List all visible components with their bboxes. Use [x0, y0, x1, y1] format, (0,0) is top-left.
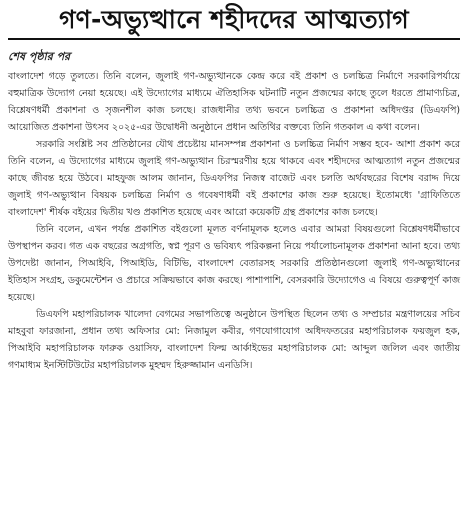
article-body — [8, 68, 460, 374]
continued-from-label: শেষ পৃষ্ঠার পর — [8, 50, 71, 63]
article-paragraph-3: তিনি বলেন, এখন পর্যন্ত প্রকাশিত বইগুলো মূলত বর্ণনামূলক হলেও এবার আমরা বিষয়গুলো বিশ্লেষণধর্মীভাবে উপস্থাপন করব। গত এক বছরের অগ্রগতি, স্বপ্ন পূরণ ও ভবিষ্যৎ পরিকল্পনা নিয়ে পর্যালোচনামূলক প্রকাশনা আনা হবে। তথ্য উপদেষ্টা জানান, পিআইবি, পিআইডি, বিটিভি, বাংলাদেশ বেতারসহ সরকারি প্রতিষ্ঠানগুলো জুলাই গণ-অভ্যুত্থানের ইতিহাস সংগ্রহ, ডকুমেন্টেশন ও প্রচারে সক্রিয়ভাবে কাজ করছে। পাশাপাশি, বেসরকারি উদ্যোগেও এ বিষয়ে গুরুত্বপূর্ণ কাজ হয়েছে। — [8, 224, 460, 303]
article-paragraph-4: ডিএফপি মহাপরিচালক খালেদা বেগমের সভাপতিত্বে অনুষ্ঠানে উপস্থিত ছিলেন তথ্য ও সম্প্রচার মন্ত্রণালয়ের সচিব মাহবুবা ফারজানা, প্রধান তথ্য অফিসার মো: নিজামুল কবীর, গণযোগাযোগ অধিদফতরের মহাপরিচালক ফয়জুল হক, পিআইবি মহাপরিচালক ফারুক ওয়াসিফ, বাংলাদেশ ফিল্ম আর্কাইভের মহাপরিচালক মো: আব্দুল জলিল এবং জাতীয় গণমাধ্যম ইনস্টিটিউটের মহাপরিচালক মুহম্মদ হিরুজ্জামান এনডিসি। — [8, 309, 460, 371]
article-paragraph-1: বাংলাদেশ গড়ে তুলতে। তিনি বলেন, জুলাই গণ-অভ্যুত্থানকে কেন্দ্র করে বই প্রকাশ ও চলচ্চিত্র নির্মাণে সরকারিপর্যায়ে বহুমাত্রিক উদ্যোগ নেয়া হয়েছে। এই উদ্যোগের মাধ্যমে ঐতিহাসিক ঘটনাটি নতুন প্রজন্মের কাছে তুলে ধরতে প্রামাণ্যচিত্র, বিশ্লেষণধর্মী প্রকাশনা ও সৃজনশীল কাজ চলছে। রাজধানীর তথ্য ভবনে চলচ্চিত্র ও প্রকাশনা অধিদপ্তর (ডিএফপি) আয়োজিত প্রকাশনা উৎসব ২০২৫-এর উদ্বোধনী অনুষ্ঠানে প্রধান অতিথির বক্তব্যে তিনি গতকাল এ কথা বলেন। — [8, 71, 460, 133]
article-headline: গণ-অভ্যুত্থানে শহীদদের আত্মত্যাগ — [8, 4, 460, 40]
article-paragraph-2: সরকারি সংশ্লিষ্ট সব প্রতিষ্ঠানের যৌথ প্রচেষ্টায় মানসম্পন্ন প্রকাশনা ও চলচ্চিত্র নির্মাণ সম্ভব হবে- আশা প্রকাশ করে তিনি বলেন, এ উদ্যোগের মাধ্যমে জুলাই গণ-অভ্যুত্থান চিরস্মরণীয় হয়ে থাকবে এবং শহীদদের আত্মত্যাগ নতুন প্রজন্মের কাছে জীবন্ত হয়ে উঠবে। মাহফুজ আলম জানান, ডিএফপির নিজস্ব বাজেট এবং চলতি অর্থবছরের বিশেষ বরাদ্দ দিয়ে জুলাই গণ-অভ্যুত্থান বিষয়ক চলচ্চিত্র নির্মাণ ও গবেষণাধর্মী বই প্রকাশের কাজ শুরু হয়েছে। ইতোমধ্যে 'গ্রাফিতিতে বাংলাদেশ' শীর্ষক বইয়ের দ্বিতীয় খণ্ড প্রকাশিত হয়েছে এবং আরো কয়েকটি গ্রন্থ প্রকাশের কাজ চলছে। — [8, 139, 460, 218]
